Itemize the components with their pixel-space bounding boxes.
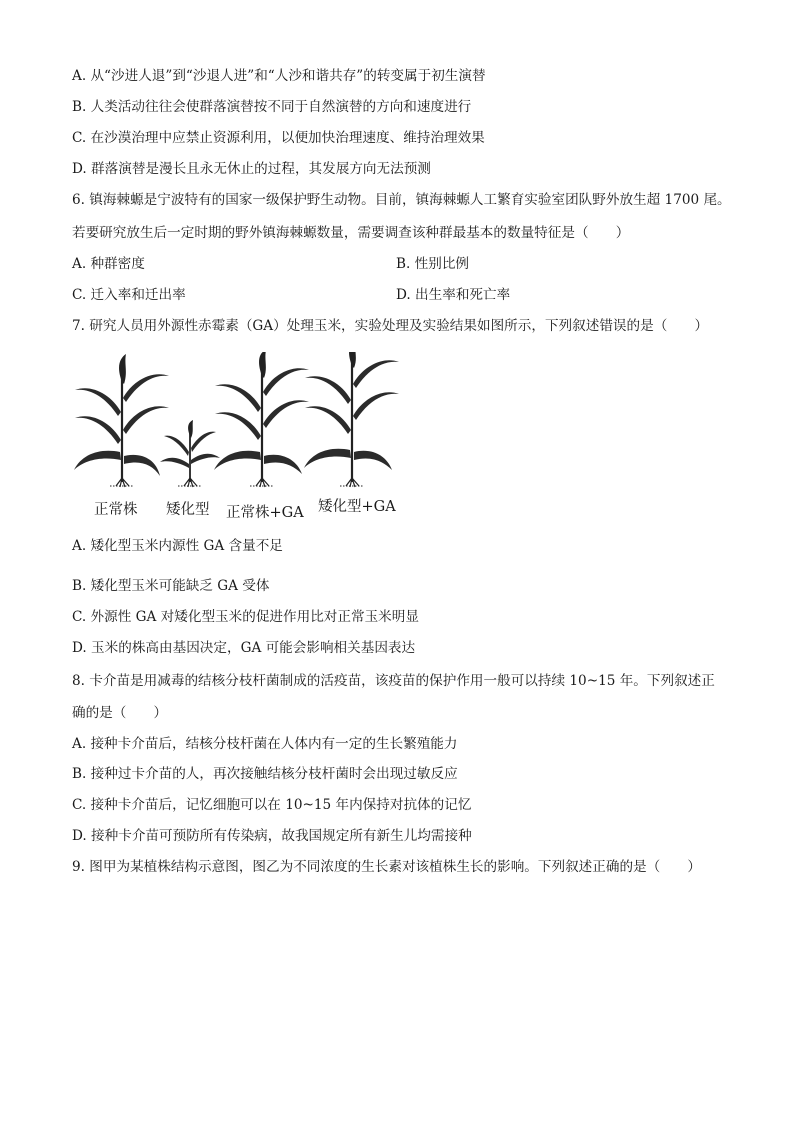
- dwarf-plant-with-ga: [304, 352, 399, 487]
- q5-option-c: C. 在沙漠治理中应禁止资源利用，以便加快治理速度、维持治理效果: [72, 130, 485, 146]
- q8-option-b: B. 接种过卡介苗的人，再次接触结核分枝杆菌时会出现过敏反应: [72, 766, 458, 782]
- q8-stem-line1: 8. 卡介苗是用减毒的结核分枝杆菌制成的活疫苗，该疫苗的保护作用一般可以持续 10~15 年。下列叙述正: [72, 673, 715, 689]
- q6-option-b: B. 性别比例: [396, 256, 470, 272]
- q6-option-c: C. 迁入率和迁出率: [72, 287, 186, 303]
- corn-plant-figure: [70, 352, 410, 527]
- q8-option-c: C. 接种卡介苗后，记忆细胞可以在 10~15 年内保持对抗体的记忆: [72, 797, 472, 813]
- q6-option-d: D. 出生率和死亡率: [396, 287, 511, 303]
- label-normal-plant-ga: 正常株+GA: [226, 505, 304, 521]
- normal-plant-with-ga: [214, 352, 309, 487]
- q6-option-a: A. 种群密度: [72, 256, 145, 272]
- normal-plant: [74, 354, 169, 487]
- q7-option-d: D. 玉米的株高由基因决定，GA 可能会影响相关基因表达: [72, 640, 416, 656]
- label-dwarf-plant-ga: 矮化型+GA: [318, 499, 396, 515]
- q7-option-a: A. 矮化型玉米内源性 GA 含量不足: [72, 538, 283, 554]
- q5-option-a: A. 从“沙进人退”到“沙退人进”和“人沙和谐共存”的转变属于初生演替: [72, 68, 486, 84]
- q5-option-b: B. 人类活动往往会使群落演替按不同于自然演替的方向和速度进行: [72, 99, 472, 115]
- q7-stem: 7. 研究人员用外源性赤霉素（GA）处理玉米，实验处理及实验结果如图所示，下列叙述错误的是（ ）: [72, 318, 709, 334]
- q8-stem-line2: 确的是（ ）: [72, 705, 168, 721]
- label-dwarf-plant: 矮化型: [166, 502, 210, 518]
- q5-option-d: D. 群落演替是漫长且永无休止的过程，其发展方向无法预测: [72, 161, 431, 177]
- q6-stem-line2: 若要研究放生后一定时期的野外镇海棘螈数量，需要调查该种群最基本的数量特征是（ ）: [72, 225, 630, 241]
- q8-option-d: D. 接种卡介苗可预防所有传染病，故我国规定所有新生儿均需接种: [72, 828, 472, 844]
- q6-stem-line1: 6. 镇海棘螈是宁波特有的国家一级保护野生动物。目前，镇海棘螈人工繁育实验室团队野外放生超 1700 尾。: [72, 192, 731, 208]
- label-normal-plant: 正常株: [94, 502, 138, 518]
- q9-stem: 9. 图甲为某植株结构示意图，图乙为不同浓度的生长素对该植株生长的影响。下列叙述正确的是（ ）: [72, 859, 702, 875]
- q7-option-c: C. 外源性 GA 对矮化型玉米的促进作用比对正常玉米明显: [72, 609, 419, 625]
- dwarf-plant: [160, 420, 220, 487]
- q7-option-b: B. 矮化型玉米可能缺乏 GA 受体: [72, 578, 270, 594]
- q8-option-a: A. 接种卡介苗后，结核分枝杆菌在人体内有一定的生长繁殖能力: [72, 736, 458, 752]
